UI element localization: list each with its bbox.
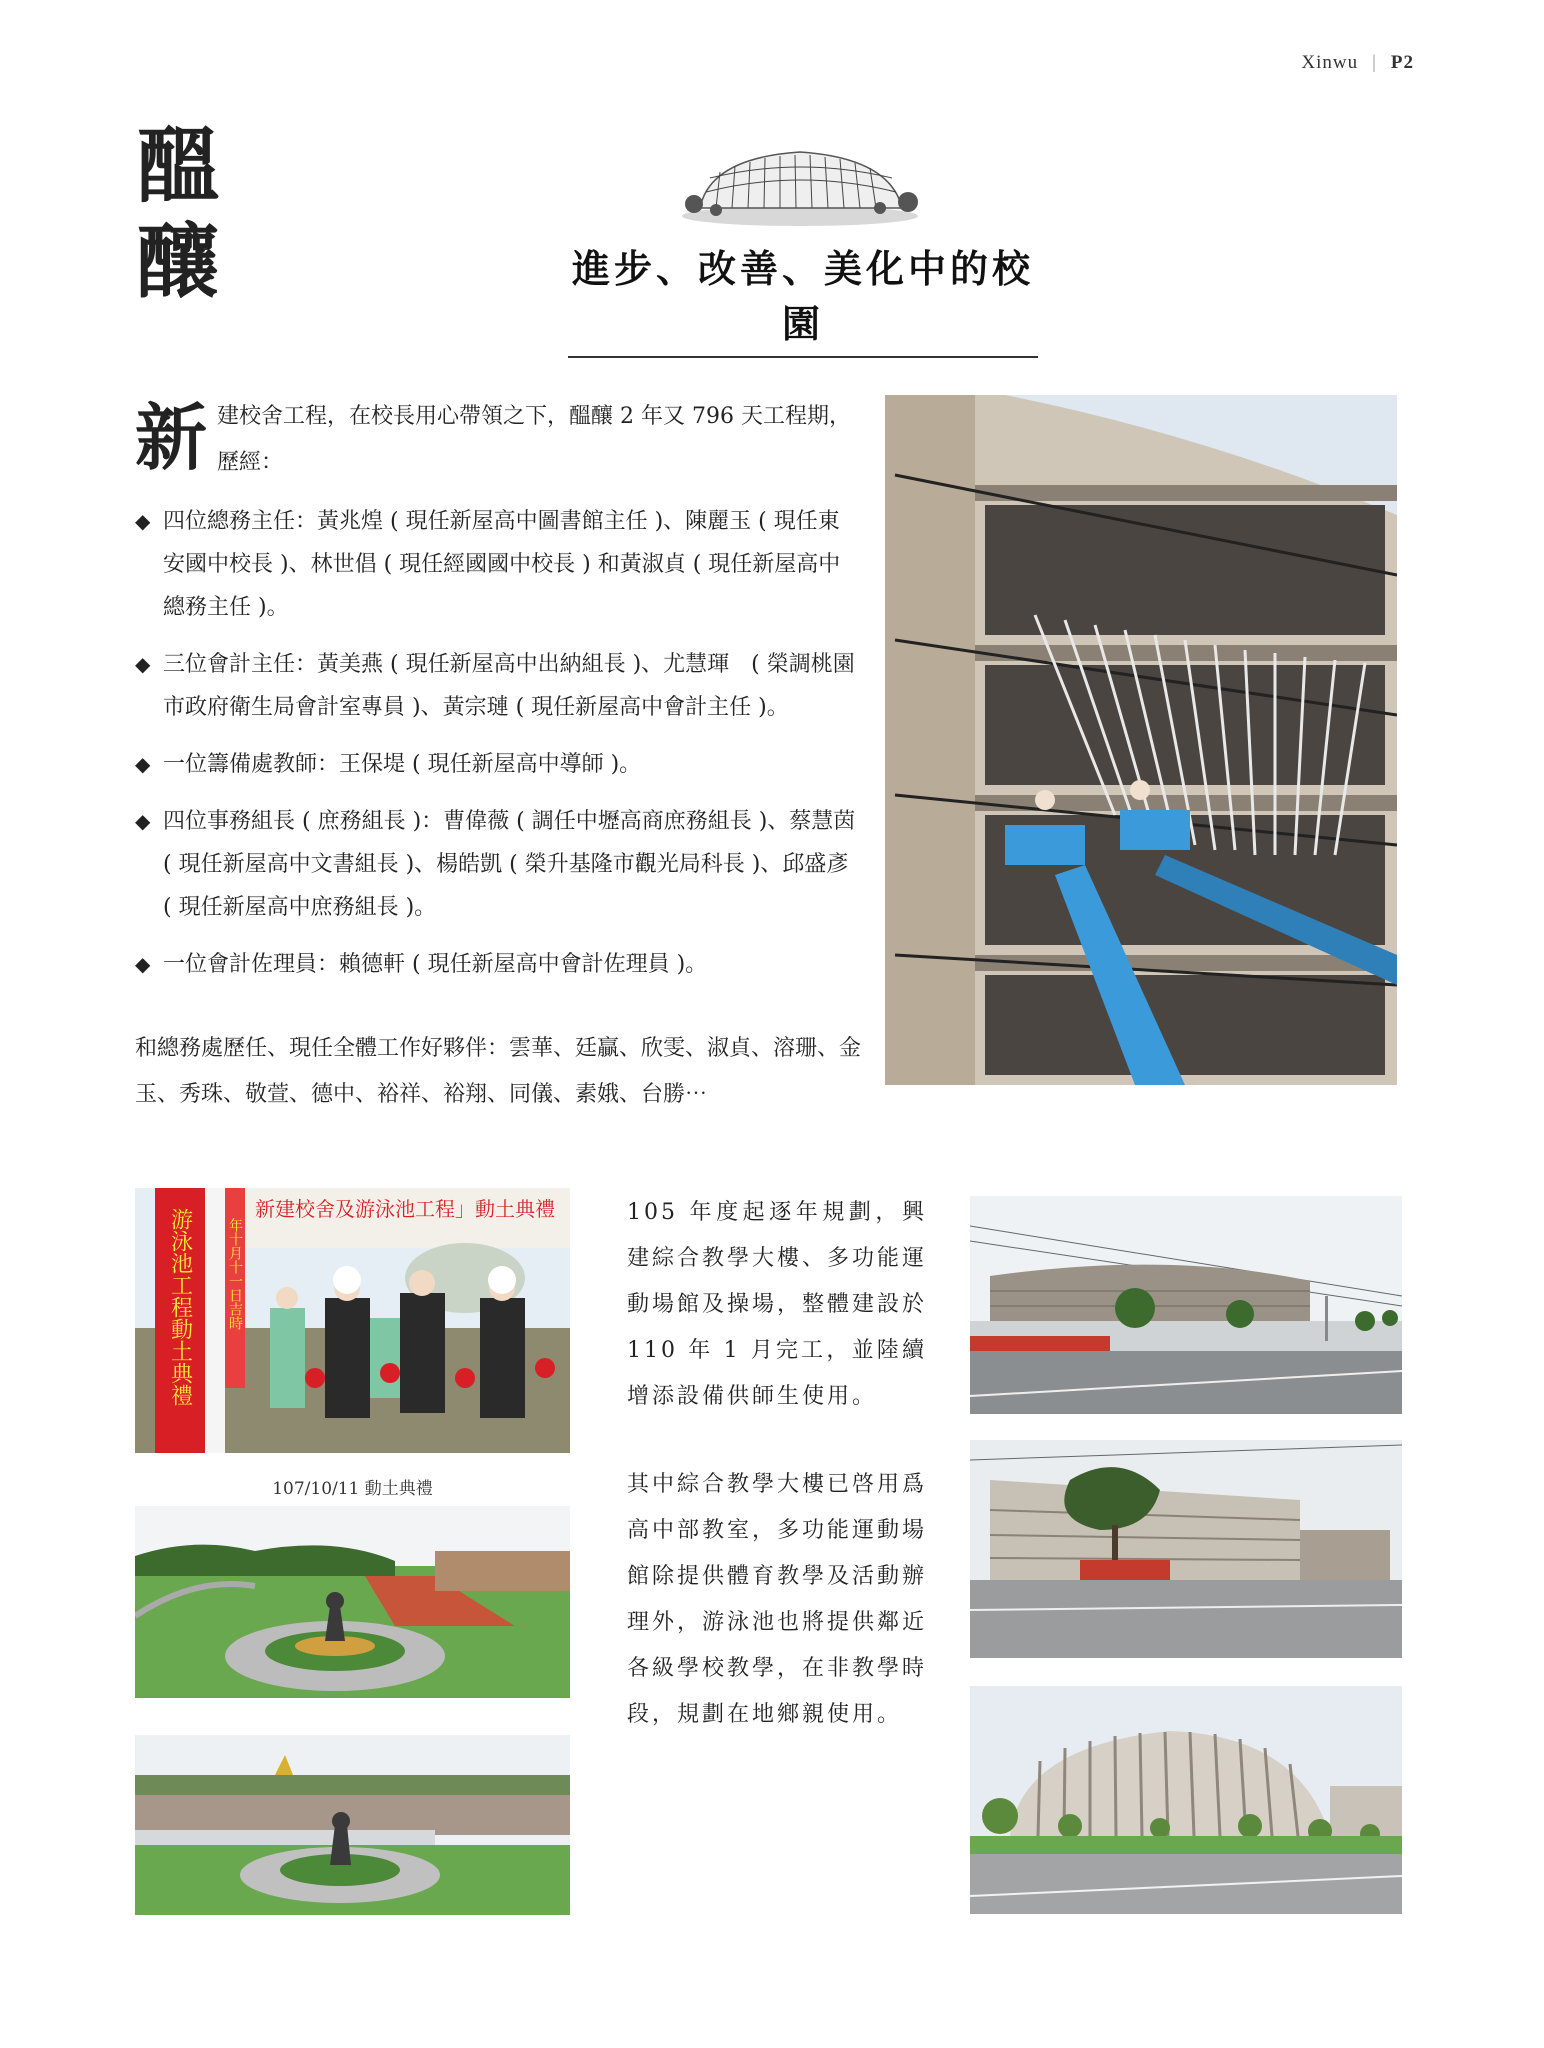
- page-number: P2: [1390, 52, 1414, 73]
- ceremony-banner-top-text: 新建校舍及游泳池工程」動土典禮: [255, 1197, 555, 1221]
- side-title: [137, 118, 220, 310]
- intro-text: 建校舍工程，在校長用心帶領之下，醞釀 2 年又 796 天工程期，歷經：: [217, 404, 851, 475]
- photo-caption: 107/10/11 動土典禮: [272, 1479, 433, 1499]
- planning-paragraph: 105 年度起逐年規劃，興建綜合教學大樓、多功能運動場館及操場，整體建設於 110 年 1 月完工，並陸續增添設備供師生使用。: [627, 1200, 928, 1409]
- page-title: 進步、改善、美化中的校園: [568, 238, 1038, 358]
- intro-paragraph: [135, 394, 860, 486]
- staff-list: [135, 500, 860, 1000]
- completed-building-photo: [970, 1440, 1402, 1658]
- curved-building-photo: [970, 1686, 1402, 1914]
- list-item: [135, 743, 860, 786]
- list-item: [135, 800, 860, 929]
- roundabout-sculpture-photo-1: [135, 1506, 570, 1698]
- dropcap: 新: [135, 395, 208, 480]
- list-item: [135, 943, 860, 986]
- diamond-bullet-icon: ◆: [135, 952, 151, 976]
- roundabout-sculpture-photo-2: [135, 1735, 570, 1915]
- side-title-char-2: 釀: [137, 214, 220, 310]
- street-construction-photo: [970, 1196, 1402, 1414]
- building-sketch-illustration: [680, 138, 920, 230]
- diamond-bullet-icon: ◆: [135, 809, 151, 833]
- facility-use-paragraph: 其中綜合教學大樓已啓用爲高中部教室，多功能運動場館除提供體育教學及活動辦理外，游泳池也將提供鄰近各級學校教學，在非教學時段，規劃在地鄉親使用。: [627, 1472, 928, 1727]
- page-header: [1301, 52, 1414, 74]
- diamond-bullet-icon: ◆: [135, 652, 151, 676]
- list-item-text: 一位籌備處教師：王保堤 ( 現任新屋高中導師 )。: [163, 752, 642, 777]
- publication-name: Xinwu: [1301, 52, 1359, 73]
- construction-lift-photo: [885, 395, 1397, 1085]
- list-item-text: 四位事務組長 ( 庶務組長 )：曹偉薇 ( 調任中壢高商庶務組長 )、蔡慧茵 ( 現任新屋高中文書組長 )、楊皓凱 ( 榮升基隆市觀光局科長 )、邱盛彥 ( 現任新屋高中庶務組長 )。: [163, 809, 856, 920]
- side-title-char-1: 醞: [137, 118, 220, 214]
- diamond-bullet-icon: ◆: [135, 752, 151, 776]
- header-separator: |: [1372, 52, 1377, 73]
- list-item: [135, 500, 860, 629]
- list-item-text: 三位會計主任：黃美燕 ( 現任新屋高中出納組長 )、尤慧琿 ( 榮調桃園市政府衛生局會計室專員 )、黃宗璉 ( 現任新屋高中會計主任 )。: [163, 652, 855, 720]
- ceremony-banner-left-text: 游泳池工程動土典禮: [167, 1208, 193, 1406]
- diamond-bullet-icon: ◆: [135, 509, 151, 533]
- groundbreaking-ceremony-photo: [135, 1188, 570, 1453]
- list-item-text: 四位總務主任：黃兆煌 ( 現任新屋高中圖書館主任 )、陳麗玉 ( 現任東安國中校長 )、林世倡 ( 現任經國國中校長 ) 和黃淑貞 ( 現任新屋高中總務主任 )。: [163, 509, 841, 620]
- list-item-text: 一位會計佐理員：賴德軒 ( 現任新屋高中會計佐理員 )。: [163, 952, 708, 977]
- thanks-paragraph: 和總務處歷任、現任全體工作好夥伴：雲華、廷贏、欣雯、淑貞、溶珊、金玉、秀珠、敬萱、德中、裕祥、裕翔、同儀、素娥、台勝⋯: [135, 1036, 862, 1107]
- ceremony-banner-side-text: 年十月十一日吉時: [227, 1218, 243, 1330]
- list-item: [135, 643, 860, 729]
